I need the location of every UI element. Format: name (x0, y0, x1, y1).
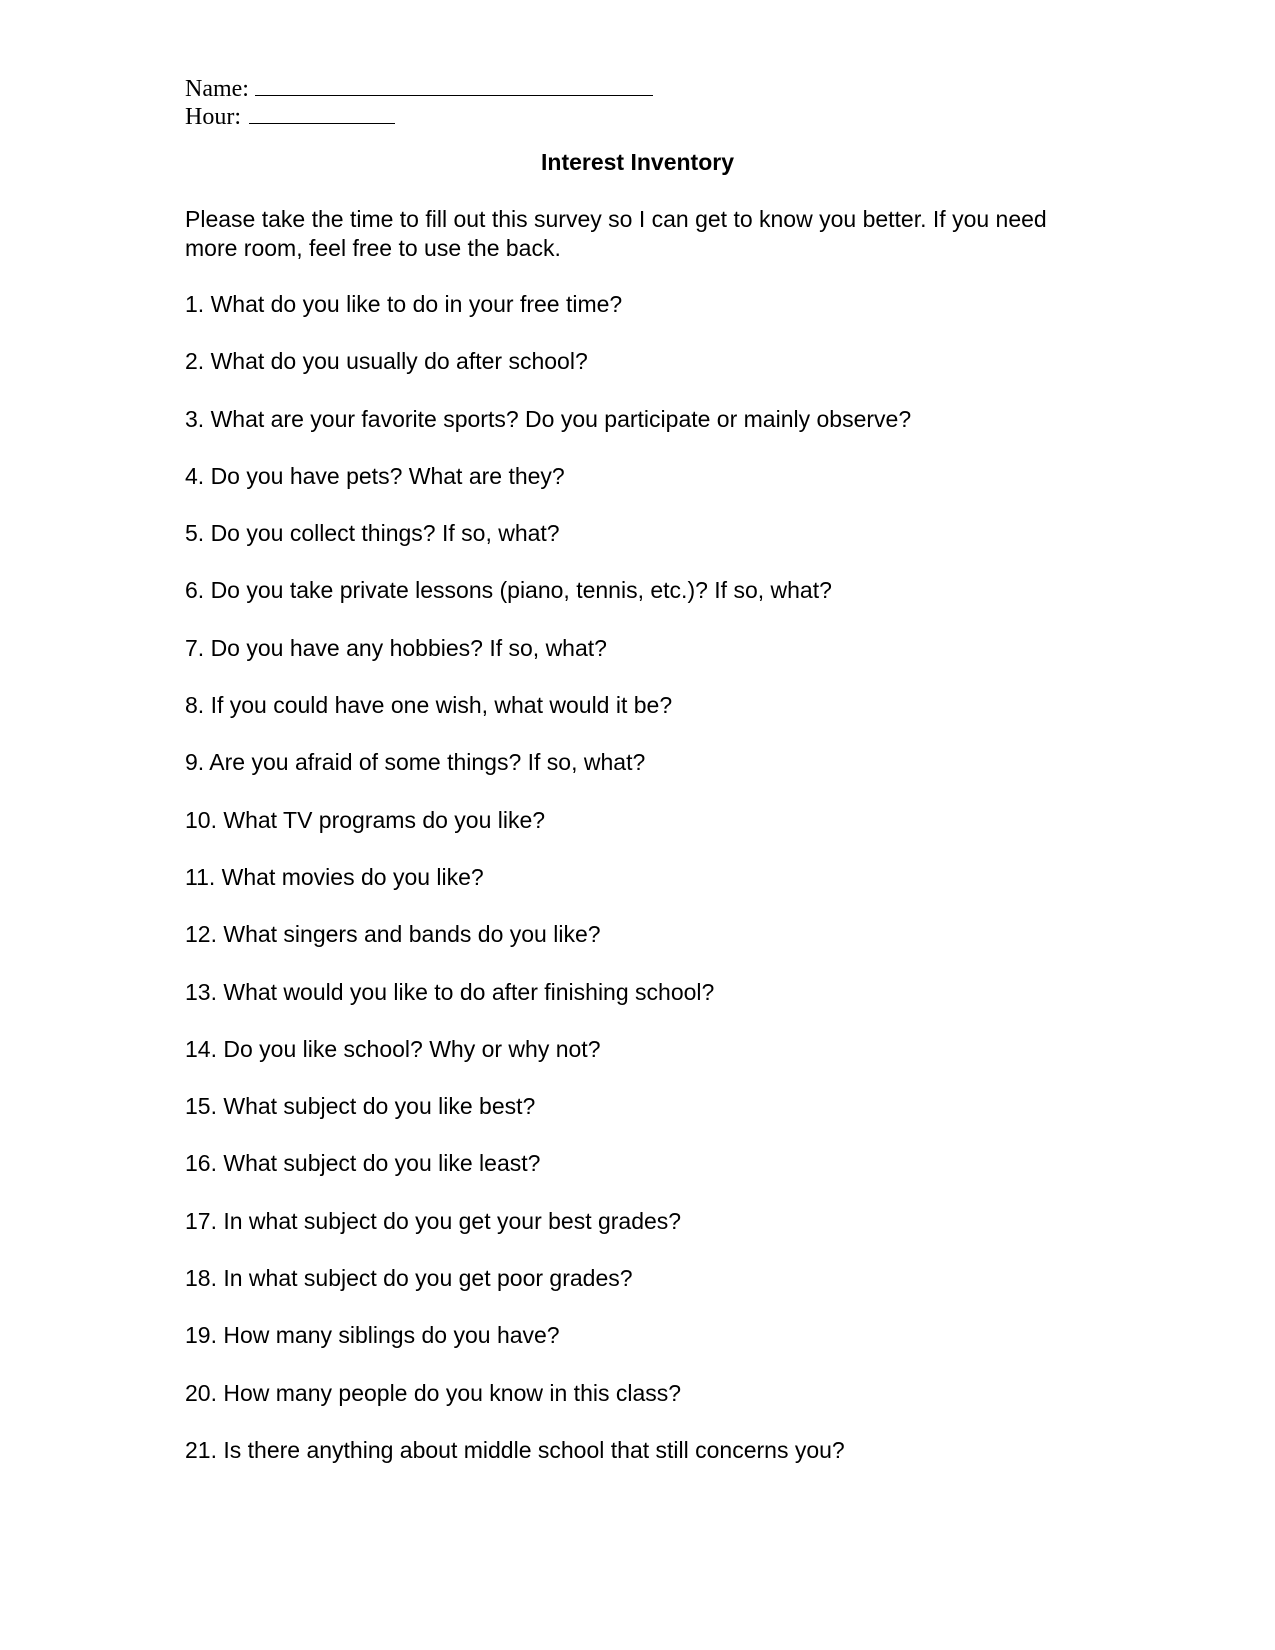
question-item: 17. In what subject do you get your best grades? (185, 1207, 682, 1234)
question-item: 15. What subject do you like best? (185, 1093, 536, 1120)
hour-label: Hour: (185, 104, 241, 130)
question-item: 3. What are your favorite sports? Do you participate or mainly observe? (185, 405, 912, 432)
question-item: 1. What do you like to do in your free time? (185, 291, 623, 317)
question-list (185, 290, 1085, 1493)
question-item: 13. What would you like to do after finishing school? (185, 978, 715, 1005)
intro-paragraph: Please take the time to fill out this survey so I can get to know you better. If you need more room, feel free to use the back. (185, 206, 1047, 261)
question-item: 8. If you could have one wish, what would it be? (185, 692, 673, 719)
question-item: 4. Do you have pets? What are they? (185, 462, 565, 489)
question-item: 19. How many siblings do you have? (185, 1322, 560, 1349)
name-field (185, 75, 653, 103)
question-item: 21. Is there anything about middle school that still concerns you? (185, 1436, 845, 1463)
question-item: 12. What singers and bands do you like? (185, 921, 601, 948)
question-item: 16. What subject do you like least? (185, 1150, 541, 1177)
question-item: 11. What movies do you like? (185, 863, 484, 890)
question-item: 9. Are you afraid of some things? If so, what? (185, 749, 646, 776)
question-item: 7. Do you have any hobbies? If so, what? (185, 634, 607, 661)
name-label: Name: (185, 76, 249, 102)
question-item: 6. Do you take private lessons (piano, tennis, etc.)? If so, what? (185, 577, 832, 604)
question-item: 5. Do you collect things? If so, what? (185, 520, 560, 547)
hour-blank-line (249, 103, 395, 124)
question-item: 14. Do you like school? Why or why not? (185, 1035, 601, 1062)
question-item: 2. What do you usually do after school? (185, 348, 588, 375)
name-blank-line (255, 75, 653, 96)
question-item: 20. How many people do you know in this class? (185, 1379, 682, 1406)
question-item: 18. In what subject do you get poor grades? (185, 1265, 633, 1292)
page-title: Interest Inventory (541, 149, 734, 175)
question-item: 10. What TV programs do you like? (185, 806, 546, 833)
hour-field (185, 103, 395, 131)
